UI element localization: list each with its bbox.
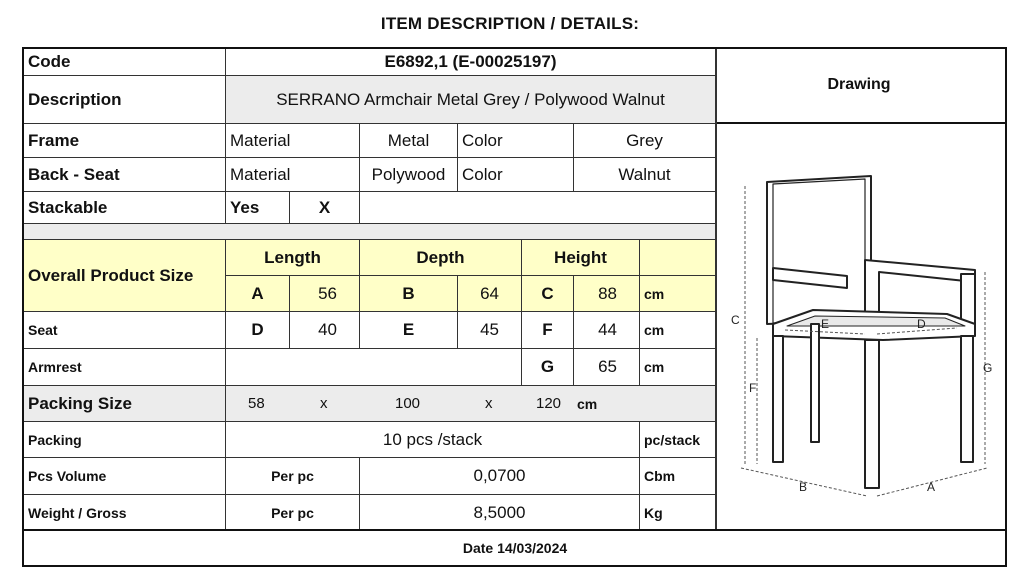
- chair-drawing: [717, 124, 1003, 504]
- packing-unit: pc/stack: [640, 422, 716, 458]
- drawing-label-a: A: [927, 480, 936, 494]
- pcs-volume-per: Per pc: [226, 458, 360, 495]
- weight-value: 8,5000: [360, 495, 640, 531]
- depth-header: Depth: [360, 240, 522, 276]
- code-value: E6892,1 (E-00025197): [226, 49, 716, 76]
- chair-leg-front-right: [961, 336, 973, 462]
- chair-backrest: [767, 176, 871, 324]
- dim-a-label: A: [226, 276, 290, 312]
- dim-e-value: 45: [458, 312, 522, 349]
- seat-label: Seat: [24, 312, 226, 349]
- dim-d-value: 40: [290, 312, 360, 349]
- packing-size-length: 58: [248, 395, 265, 412]
- weight-unit: Kg: [640, 495, 716, 531]
- stackable-value: Yes: [226, 192, 290, 224]
- seat-unit: cm: [640, 312, 716, 349]
- weight-label: Weight / Gross: [24, 495, 226, 531]
- armrest-empty: [226, 349, 522, 386]
- drawing-title: Drawing: [827, 76, 891, 93]
- overall-unit: cm: [640, 276, 716, 312]
- packing-size-height: 120: [536, 395, 562, 412]
- packing-size-width: 100: [395, 395, 421, 412]
- dim-a-value: 56: [290, 276, 360, 312]
- dim-e-label: E: [360, 312, 458, 349]
- dim-g-label: G: [522, 349, 574, 386]
- document-title: ITEM DESCRIPTION / DETAILS:: [380, 14, 640, 33]
- description-value: SERRANO Armchair Metal Grey / Polywood Walnut: [226, 76, 716, 124]
- chair-leg-front-left: [865, 340, 879, 488]
- frame-label: Frame: [24, 124, 226, 158]
- packing-size-unit: cm: [577, 396, 598, 412]
- packing-size-x2: x: [485, 395, 493, 412]
- armrest-label: Armrest: [24, 349, 226, 386]
- date-footer: Date 14/03/2024: [462, 540, 568, 556]
- dim-d-label: D: [226, 312, 290, 349]
- dim-c-label: C: [522, 276, 574, 312]
- drawing-label-e: E: [821, 317, 830, 331]
- overall-size-label: Overall Product Size: [24, 240, 226, 312]
- back-seat-material-label: Material: [226, 158, 360, 192]
- drawing-label-d: D: [917, 317, 926, 331]
- stackable-label: Stackable: [24, 192, 226, 224]
- pcs-volume-unit: Cbm: [640, 458, 716, 495]
- packing-value: 10 pcs /stack: [226, 422, 640, 458]
- dim-b-value: 64: [458, 276, 522, 312]
- header-empty: [640, 240, 716, 276]
- dim-c-value: 88: [574, 276, 640, 312]
- packing-size-row: [226, 386, 716, 422]
- packing-size-label: Packing Size: [24, 386, 226, 422]
- stackable-mark: X: [290, 192, 360, 224]
- armrest-unit: cm: [640, 349, 716, 386]
- packing-size-x1: x: [320, 395, 328, 412]
- stackable-empty: [360, 192, 716, 224]
- drawing-label-g: G: [983, 361, 993, 375]
- drawing-label-c: C: [731, 313, 740, 327]
- frame-color-label: Color: [458, 124, 574, 158]
- length-header: Length: [226, 240, 360, 276]
- spacer-row: [24, 224, 716, 240]
- pcs-volume-value: 0,0700: [360, 458, 640, 495]
- pcs-volume-label: Pcs Volume: [24, 458, 226, 495]
- frame-color-value: Grey: [574, 124, 716, 158]
- frame-material-label: Material: [226, 124, 360, 158]
- packing-label: Packing: [24, 422, 226, 458]
- drawing-label-b: B: [799, 480, 808, 494]
- dim-f-value: 44: [574, 312, 640, 349]
- back-seat-color-value: Walnut: [574, 158, 716, 192]
- dim-g-value: 65: [574, 349, 640, 386]
- chair-arm-post: [961, 274, 975, 326]
- chair-leg-back-right: [811, 324, 819, 442]
- back-seat-material-value: Polywood: [360, 158, 458, 192]
- description-label: Description: [24, 76, 226, 124]
- back-seat-color-label: Color: [458, 158, 574, 192]
- dim-b-label: B: [360, 276, 458, 312]
- chair-leg-back-left: [773, 336, 783, 462]
- dim-f-label: F: [522, 312, 574, 349]
- drawing-label-f: F: [749, 381, 757, 395]
- code-label: Code: [24, 49, 226, 76]
- weight-per: Per pc: [226, 495, 360, 531]
- frame-material-value: Metal: [360, 124, 458, 158]
- height-header: Height: [522, 240, 640, 276]
- back-seat-label: Back - Seat: [24, 158, 226, 192]
